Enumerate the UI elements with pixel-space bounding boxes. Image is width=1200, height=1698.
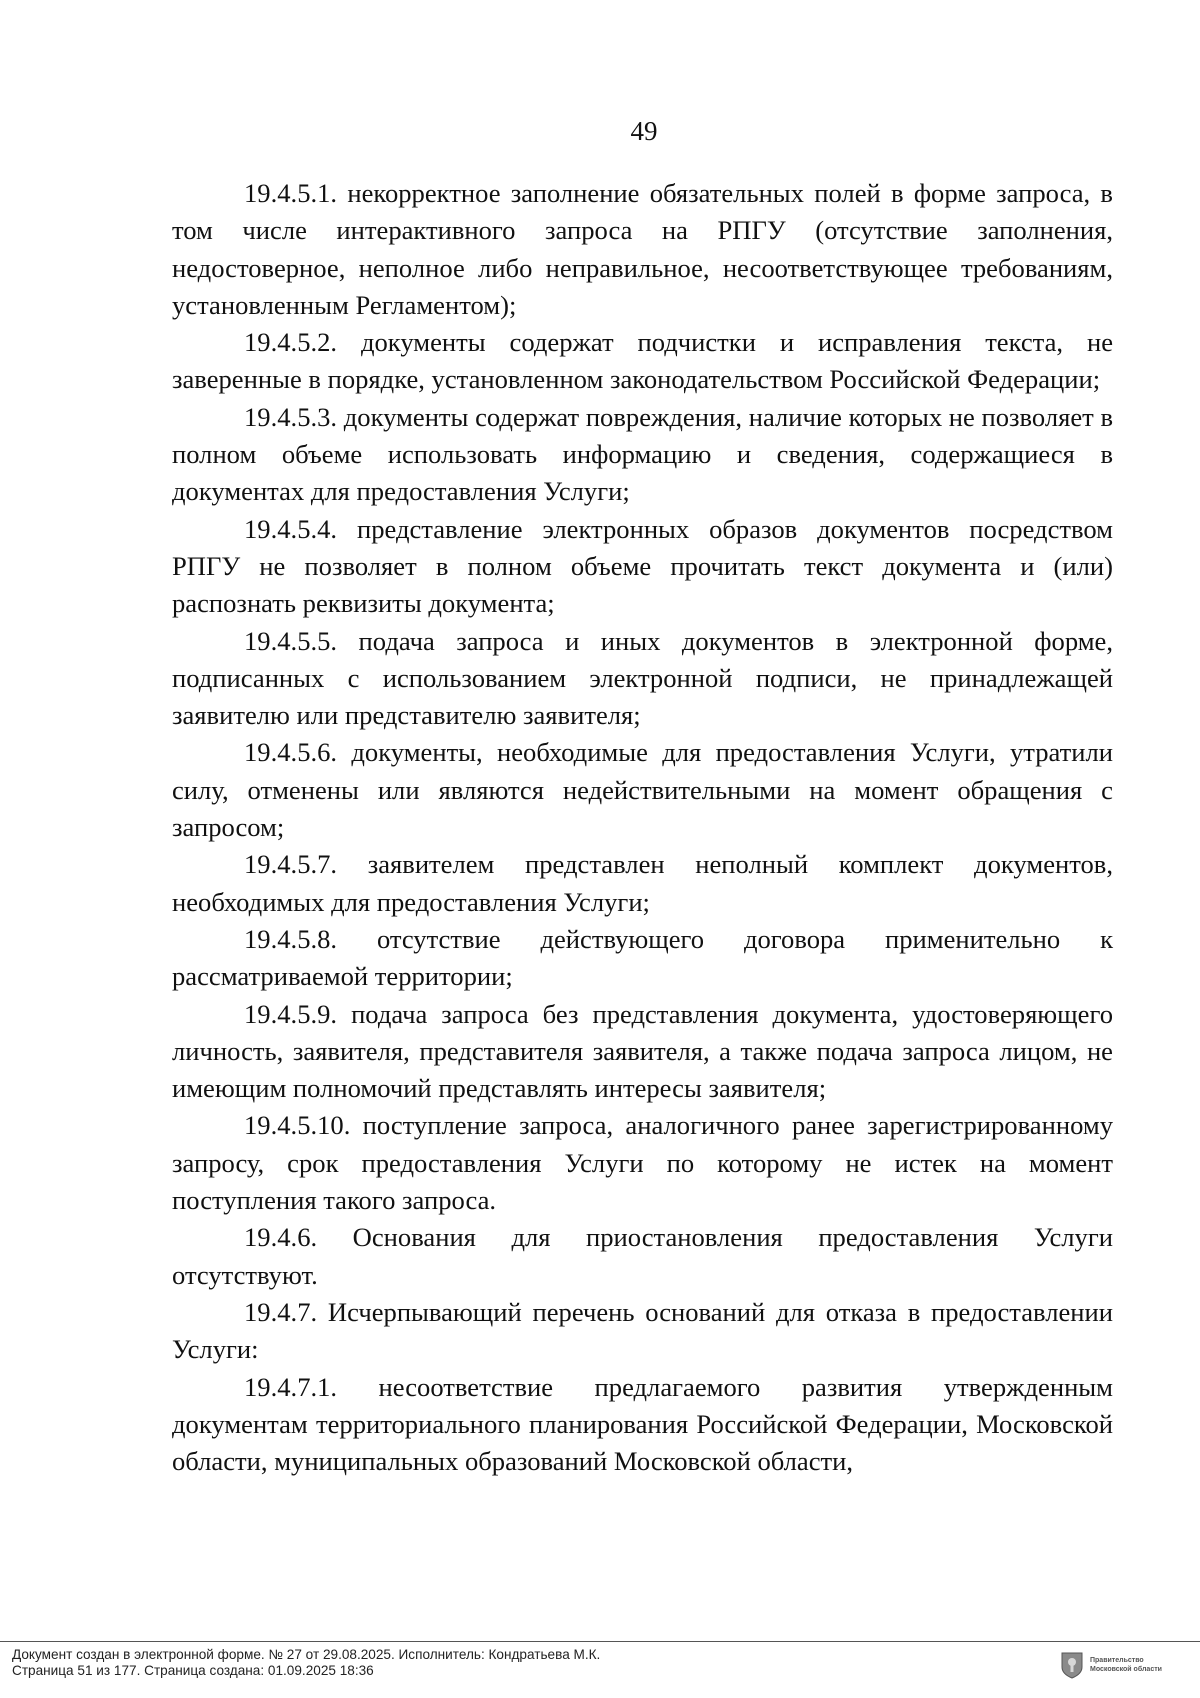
- paragraph-19-4-5-3: 19.4.5.3. документы содержат повреждения, наличие которых не позволяет в полном объеме использовать информацию и сведения, содержащиеся в документах для предоставления Услуги;: [172, 401, 1113, 507]
- logo-line-1: Правительство: [1090, 1657, 1144, 1664]
- paragraph-19-4-5-10: 19.4.5.10. поступление запроса, аналогичного ранее зарегистрированному запросу, срок предоставления Услуги по которому не истек на момент поступления такого запроса.: [172, 1110, 1113, 1216]
- paragraph-19-4-5-9: 19.4.5.9. подача запроса без представления документа, удостоверяющего личность, заявителя, представителя заявителя, а также подача запроса лицом, не имеющим полномочий представлять интересы заявителя;: [172, 998, 1113, 1104]
- paragraph-19-4-7: 19.4.7. Исчерпывающий перечень оснований для отказа в предоставлении Услуги:: [172, 1296, 1113, 1365]
- footer-document-info: Документ создан в электронной форме. № 27 от 29.08.2025. Исполнитель: Кондратьева М.К.: [12, 1647, 601, 1662]
- document-body: [172, 175, 1113, 1480]
- footer-divider: [0, 1641, 1200, 1642]
- paragraph-19-4-5-8: 19.4.5.8. отсутствие действующего договора применительно к рассматриваемой территории;: [172, 923, 1113, 992]
- government-logo-text: [1090, 1656, 1162, 1674]
- paragraph-19-4-5-6: 19.4.5.6. документы, необходимые для предоставления Услуги, утратили силу, отменены или являются недействительными на момент обращения с запросом;: [172, 737, 1113, 843]
- footer-page-info: Страница 51 из 177. Страница создана: 01.09.2025 18:36: [12, 1663, 374, 1678]
- government-logo: [1060, 1651, 1162, 1679]
- paragraph-19-4-5-4: 19.4.5.4. представление электронных образов документов посредством РПГУ не позволяет в полном объеме прочитать текст документа и (или) распознать реквизиты документа;: [172, 513, 1113, 619]
- paragraph-19-4-7-1: 19.4.7.1. несоответствие предлагаемого развития утвержденным документам территориального планирования Российской Федерации, Московской области, муниципальных образований Московской области,: [172, 1371, 1113, 1477]
- paragraph-19-4-5-1: 19.4.5.1. некорректное заполнение обязательных полей в форме запроса, в том числе интерактивного запроса на РПГУ (отсутствие заполнения, недостоверное, неполное либо неправильное, несоответствующее требованиям, установленным Регламентом);: [172, 178, 1113, 320]
- logo-line-2: Московской области: [1090, 1666, 1162, 1673]
- paragraph-19-4-6: 19.4.6. Основания для приостановления предоставления Услуги отсутствуют.: [172, 1222, 1113, 1290]
- paragraph-19-4-5-5: 19.4.5.5. подача запроса и иных документов в электронной форме, подписанных с использованием электронной подписи, не принадлежащей заявителю или представителю заявителя;: [172, 625, 1113, 731]
- coat-of-arms-icon: [1060, 1651, 1084, 1679]
- paragraph-19-4-5-2: 19.4.5.2. документы содержат подчистки и исправления текста, не заверенные в порядке, установленном законодательством Российской Федерации;: [172, 327, 1113, 395]
- footer-stamp: [12, 1647, 600, 1679]
- page-number: 49: [630, 116, 658, 146]
- paragraph-19-4-5-7: 19.4.5.7. заявителем представлен неполный комплект документов, необходимых для предоставления Услуги;: [172, 849, 1113, 917]
